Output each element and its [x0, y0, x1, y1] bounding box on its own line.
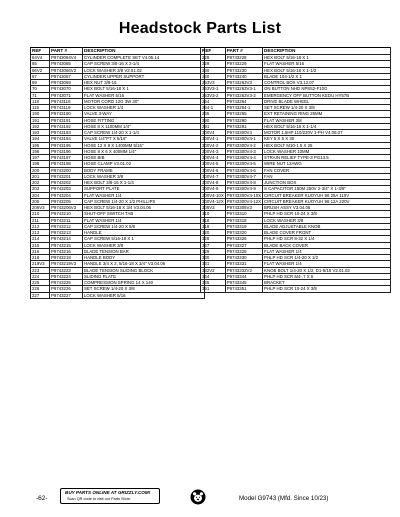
ref-cell: 229: [201, 61, 226, 67]
ref-cell: 216: [31, 248, 50, 254]
description-cell: FLAT WASHER 1/4: [83, 217, 205, 223]
part-number-cell: P9743201: [50, 173, 83, 179]
description-cell: LOCK WASHER 5/16: [83, 292, 205, 298]
description-cell: CAP SCREW 1/4-20 X 1-1/4: [83, 130, 205, 136]
part-number-cell: P9743300V4-8: [225, 180, 262, 186]
ref-cell: 219V3: [31, 261, 50, 267]
description-cell: FLAT WASHER 1/4: [83, 192, 205, 198]
part-number-cell: P9743331: [225, 261, 262, 267]
description-cell: JUNCTION BOX: [263, 180, 391, 186]
description-cell: SET SCREW 1/4-20 X 3/8: [83, 286, 205, 292]
ref-cell: 351: [201, 286, 226, 292]
description-cell: BLADE TENSION SLIDING BLOCK: [83, 267, 205, 273]
part-number-cell: P9743192: [50, 123, 83, 129]
part-number-cell: P9743300V4-5: [225, 161, 262, 167]
part-number-cell: P9743215: [50, 242, 83, 248]
parts-table-right: [200, 47, 391, 293]
description-cell: STRAIN RELIEF TYPE-3 PG13.5: [263, 155, 391, 161]
description-cell: BODY FRAME: [83, 167, 205, 173]
ref-cell: 118: [31, 98, 50, 104]
description-cell: SLIDING PLATE: [83, 273, 205, 279]
part-number-cell: P9743300V4-4: [225, 155, 262, 161]
parts-store-promo[interactable]: [60, 488, 160, 504]
part-number-cell: P9743300V4-3: [225, 148, 262, 154]
part-number-cell: P9743300V4-12X: [226, 198, 262, 204]
col-header-ref: REF: [31, 48, 50, 55]
part-number-cell: P9743069: [50, 80, 83, 86]
ref-cell: 265: [201, 111, 226, 117]
description-cell: PHLP HD SCR 8-32 X 1/4: [263, 236, 391, 242]
description-cell: HEX BOLT 5/16-18 X 1-1/2: [263, 67, 391, 73]
ref-cell: 225: [31, 280, 50, 286]
description-cell: ON BUTTON NHD NP8S2-F10G: [263, 86, 391, 92]
description-cell: HOSE FITTING: [83, 117, 205, 123]
description-cell: SHUT-OFF SWITCH TAB: [83, 211, 205, 217]
part-number-cell: P9743223: [50, 267, 83, 273]
ref-cell: 192: [31, 123, 50, 129]
part-number-cell: P9743203: [50, 186, 83, 192]
ref-cell: 263V3: [201, 80, 226, 86]
ref-cell: 291: [201, 123, 226, 129]
ref-cell: 330: [201, 255, 226, 261]
ref-cell: 300V4-1: [201, 136, 226, 142]
description-cell: BRACKET: [263, 280, 391, 286]
description-cell: CAP SCREW 3/8-16 X 2-1/4: [83, 61, 205, 67]
part-number-cell: P9743351: [225, 286, 262, 292]
description-cell: BLADE COVER FRONT: [263, 230, 391, 236]
part-number-cell: P9743065: [50, 61, 83, 67]
part-number-cell: P9743344: [225, 273, 262, 279]
ref-cell: 214: [31, 236, 50, 242]
ref-cell: 190: [31, 111, 50, 117]
ref-cell: 194: [31, 136, 50, 142]
part-number-cell: P9743214: [50, 236, 83, 242]
part-number-cell: P9743202: [50, 180, 83, 186]
ref-cell: 203: [31, 186, 50, 192]
description-cell: FLAT WASHER 1/4: [263, 248, 391, 254]
description-cell: FAN: [263, 173, 391, 179]
ref-cell: 230: [201, 67, 226, 73]
ref-cell: 197: [31, 155, 50, 161]
part-number-cell: P9743306V3: [225, 205, 262, 211]
part-number-cell: P9743064V4: [50, 55, 83, 61]
part-number-cell: P9743300V4-6: [225, 167, 262, 173]
ref-cell: 326: [201, 236, 226, 242]
description-cell: CAP SCREW 1/4-20 X 5/8: [83, 223, 205, 229]
description-cell: HEX BOLT M10-1.5 X 25: [263, 142, 391, 148]
part-number-cell: P9743190: [50, 111, 83, 117]
ref-cell: 300V4-7: [201, 173, 226, 179]
part-number-cell: P9743264: [225, 98, 262, 104]
ref-cell: 65: [31, 61, 50, 67]
description-cell: WIRE NUT 12AWG: [263, 161, 391, 167]
ref-cell: 300V4-5: [201, 161, 226, 167]
part-number-cell: P9743206V3: [50, 205, 83, 211]
description-cell: EMERGENCY OFF BUTTON KEDU HY57B: [263, 92, 391, 98]
ref-cell: 64V4: [31, 55, 50, 61]
ref-cell: 193: [31, 130, 50, 136]
ref-cell: 300V4-2: [201, 142, 226, 148]
description-cell: DRIVE BLADE WHEEL: [263, 98, 391, 104]
part-number-cell: P9743226: [50, 286, 83, 292]
part-number-cell: P9743329: [225, 248, 262, 254]
page-footer: [0, 487, 400, 513]
description-cell: CONTROL BOX V3.12.07: [263, 80, 391, 86]
ref-cell: 66V2: [31, 67, 50, 73]
part-number-cell: P9743300V4-2: [225, 142, 262, 148]
part-number-cell: P9743230: [225, 67, 262, 73]
description-cell: SUPPORT PLATE: [83, 186, 205, 192]
ref-cell: 213: [31, 230, 50, 236]
parts-table-right-body: [201, 55, 391, 293]
description-cell: HANDLE BODY: [83, 255, 205, 261]
description-cell: LOCK WASHER 10MM: [263, 148, 391, 154]
ref-cell: 345: [201, 280, 226, 286]
description-cell: KEY 5 X 5 X 30: [263, 136, 391, 142]
ref-cell: 119: [31, 105, 50, 111]
description-cell: FAN COVER: [263, 167, 391, 173]
part-number-cell: P9743070: [50, 86, 83, 92]
col-header-part: PART #: [50, 48, 83, 55]
part-number-cell: P9743219V3: [50, 261, 83, 267]
ref-cell: 224: [31, 273, 50, 279]
ref-cell: 300V4: [201, 130, 226, 136]
description-cell: CIRCUIT BREAKER KUOYUH 98 25A 110V: [263, 192, 391, 198]
part-number-cell: P9743228: [225, 55, 262, 61]
page-number: -62-: [36, 495, 48, 502]
part-number-cell: P9743300V4-7: [225, 173, 262, 179]
description-cell: EXT RETAINING RING 25MM: [263, 111, 391, 117]
description-cell: FLAT WASHER 5/16: [263, 61, 391, 67]
ref-cell: 218: [31, 255, 50, 261]
part-number-cell: P9743345: [225, 280, 262, 286]
ref-cell: 191: [31, 117, 50, 123]
part-number-cell: P9743300V4: [225, 130, 262, 136]
ref-cell: 205: [31, 198, 50, 204]
description-cell: HEX BOLT 5/16-18 X 1: [263, 55, 391, 61]
description-cell: VALVE 1/4"PT X 5/16": [83, 136, 205, 142]
ref-cell: 320: [201, 230, 226, 236]
parts-table-left-body: [31, 55, 205, 299]
description-cell: MOTOR 1.5HP 110/220V 1-PH V4.08.07: [263, 130, 391, 136]
part-number-cell: P9743119: [50, 105, 83, 111]
ref-cell: 240: [201, 73, 226, 79]
ref-cell: 300V4-4: [201, 155, 226, 161]
part-number-cell: P9743229: [225, 61, 262, 67]
ref-cell: 290: [201, 117, 226, 123]
ref-cell: 70: [31, 86, 50, 92]
ref-cell: 223: [31, 267, 50, 273]
ref-cell: 300V4-3: [201, 148, 226, 154]
ref-cell: 71: [31, 92, 50, 98]
ref-cell: 227: [31, 292, 50, 298]
description-cell: FLAT WASHER 1/4: [263, 261, 391, 267]
part-number-cell: P9743332V2: [225, 267, 262, 273]
col-header-ref: REF: [201, 48, 226, 55]
description-cell: HOSE CLAMP V3.01.02: [83, 161, 205, 167]
description-cell: KNOB BOLT 1/4-20 X 1/2, D1-5/16 V2.01.02: [263, 267, 391, 273]
description-cell: COMPRESSION SPRING 14 X 140: [83, 280, 205, 286]
ref-cell: 263V3-1: [201, 86, 226, 92]
ref-cell: 196: [31, 148, 50, 154]
part-number-cell: P9743326: [225, 236, 262, 242]
ref-cell: 69: [31, 80, 50, 86]
part-number-cell: P9743318: [225, 217, 262, 223]
ref-cell: 263V3-2: [201, 92, 226, 98]
part-number-cell: P9743300V4-10X: [226, 192, 262, 198]
ref-cell: 264-1: [201, 105, 226, 111]
description-cell: LOCK WASHER 3/8: [83, 173, 205, 179]
description-cell: CYLINDER COMPLETE SET V4.05.14: [83, 55, 205, 61]
description-cell: PHLP HD SCR 10-24 X 3/8: [263, 286, 391, 292]
ref-cell: 200: [31, 167, 50, 173]
part-number-cell: P9743193: [50, 130, 83, 136]
description-cell: HEX BOLT 3/8-16 X 1-1/4: [83, 180, 205, 186]
ref-cell: 306V3: [201, 205, 226, 211]
part-number-cell: P9743067: [50, 73, 83, 79]
part-number-cell: P9743198: [50, 161, 83, 167]
ref-cell: 198: [31, 161, 50, 167]
part-number-cell: P9743225: [50, 280, 83, 286]
part-number-cell: P9743319: [225, 223, 262, 229]
description-cell: BLADE TENSION BAR: [83, 248, 205, 254]
description-cell: SET SCREW 1/4-20 X 3/8: [263, 105, 391, 111]
part-number-cell: P9743263V3-1: [225, 86, 262, 92]
ref-cell: 331: [201, 261, 226, 267]
description-cell: HOSE 8 X 1100MM 1/4": [83, 123, 205, 129]
ref-cell: 202: [31, 180, 50, 186]
description-cell: PHLP HD SCR M4-.7 X 6: [263, 273, 391, 279]
part-number-cell: P9743197: [50, 155, 83, 161]
col-header-description: DESCRIPTION: [263, 48, 391, 55]
description-cell: BRUSH ASSY V3.04.06: [263, 205, 391, 211]
part-number-cell: P9743066V2: [50, 67, 83, 73]
ref-cell: 67: [31, 73, 50, 79]
ref-cell: 201: [31, 173, 50, 179]
ref-cell: 319: [201, 223, 226, 229]
ref-cell: 211: [31, 217, 50, 223]
ref-cell: 300V4-8: [201, 180, 226, 186]
part-number-cell: P9743265: [225, 111, 262, 117]
description-cell: LOCK WASHER 3/8: [83, 242, 205, 248]
table-header-row: [201, 48, 391, 55]
description-cell: LOCK WASHER 3/8 V2.01.02: [83, 67, 205, 73]
ref-cell: 332V2: [201, 267, 226, 273]
description-cell: HOSE BIB: [83, 155, 205, 161]
description-cell: BLADE ADJUSTABLE KNOB: [263, 223, 391, 229]
ref-cell: 215: [31, 242, 50, 248]
description-cell: HEX NUT 3/8-16: [83, 80, 205, 86]
ref-cell: 212: [31, 223, 50, 229]
part-number-cell: P9743310: [225, 211, 262, 217]
description-cell: S CAPACITOR 150M 250V 2-3/4" X 1-3/8": [263, 186, 391, 192]
description-cell: FLAT WASHER 5/16: [83, 92, 205, 98]
ref-cell: 327: [201, 242, 226, 248]
description-cell: HEX BOLT 5/16-18 X 1: [83, 86, 205, 92]
ref-cell: 204: [31, 192, 50, 198]
part-number-cell: P9743320: [225, 230, 262, 236]
description-cell: PHLP HD SCR 10-24 X 3/8: [263, 211, 391, 217]
part-number-cell: P9743300V4-9: [225, 186, 262, 192]
part-number-cell: P9743327: [225, 242, 262, 248]
description-cell: HEX BOLT 5/16-18 X 3/4 V3.04.06: [83, 205, 205, 211]
description-cell: BLADE 104-1/2 X 1: [263, 73, 391, 79]
ref-cell: 195: [31, 142, 50, 148]
part-number-cell: P9743213: [50, 230, 83, 236]
part-number-cell: P9743240: [225, 73, 262, 79]
part-number-cell: P9743191: [50, 117, 83, 123]
table-row: [31, 292, 205, 298]
col-header-part: PART #: [225, 48, 262, 55]
part-number-cell: P9743224: [50, 273, 83, 279]
model-label: Model G9743 (Mfd. Since 10/23): [239, 495, 329, 502]
grizzly-bear-logo-icon: [190, 489, 206, 505]
promo-subtext: Scan QR code to visit our Parts Store.: [67, 497, 132, 501]
part-number-cell: P9743330: [225, 255, 262, 261]
page-title: Headstock Parts List: [118, 20, 282, 37]
ref-cell: 210: [31, 211, 50, 217]
part-number-cell: P9743200: [50, 167, 83, 173]
description-cell: CAP SCREW 1/4-20 X 1/2 PHILLIPS: [83, 198, 205, 204]
description-cell: CAP SCREW 5/16-18 X 1: [83, 236, 205, 242]
part-number-cell: P9743218: [50, 255, 83, 261]
ref-cell: 329: [201, 248, 226, 254]
description-cell: HEX BOLT 5/16-18 X 1-1/4: [263, 123, 391, 129]
table-header-row: [31, 48, 205, 55]
description-cell: CYLINDER UPPER SUPPORT: [83, 73, 205, 79]
description-cell: HOSE 12 X 8 X 1400MM 5/16": [83, 142, 205, 148]
ref-cell: 226: [31, 286, 50, 292]
ref-cell: 300V4-9: [201, 186, 226, 192]
description-cell: FLAT WASHER 3/8: [263, 117, 391, 123]
description-cell: LOCK WASHER 1/4: [83, 105, 205, 111]
description-cell: LOCK WASHER 3/8: [263, 217, 391, 223]
part-number-cell: P9743291: [225, 123, 262, 129]
col-header-description: DESCRIPTION: [83, 48, 205, 55]
description-cell: VALVE 3-WAY: [83, 111, 205, 117]
description-cell: CIRCUIT BREAKER KUOYUH 98 12A 220V: [263, 198, 391, 204]
parts-table-left: [30, 47, 205, 299]
description-cell: MOTOR CORD 12G 3W 30": [83, 98, 205, 104]
ref-cell: 318: [201, 217, 226, 223]
description-cell: PHLP HD SCR 1/4-20 X 1/2: [263, 255, 391, 261]
part-number-cell: P9743194: [50, 136, 83, 142]
part-number-cell: P9743300V4-1: [225, 136, 262, 142]
ref-cell: 300V4-10X: [202, 192, 224, 198]
part-number-cell: P9743195: [50, 142, 83, 148]
description-cell: HOSE 8 X 6 X 400MM 1/4": [83, 148, 205, 154]
part-number-cell: P9743263V3-2: [225, 92, 262, 98]
ref-cell: 344: [201, 273, 226, 279]
part-number-cell: P9743290: [225, 117, 262, 123]
part-number-cell: P9743118: [50, 98, 83, 104]
ref-cell: 300V4-6: [201, 167, 226, 173]
part-number-cell: P9743216: [50, 248, 83, 254]
part-number-cell: P9743264-1: [225, 105, 262, 111]
part-number-cell: P9743263V3: [225, 80, 262, 86]
ref-cell: 310: [201, 211, 226, 217]
part-number-cell: P9743210: [50, 211, 83, 217]
part-number-cell: P9743227: [50, 292, 83, 298]
ref-cell: 228: [201, 55, 226, 61]
part-number-cell: P9743205: [50, 198, 83, 204]
description-cell: BLADE BACK COVER: [263, 242, 391, 248]
ref-cell: 300V4-12X: [202, 198, 224, 204]
part-number-cell: P9743212: [50, 223, 83, 229]
table-row: [201, 286, 391, 292]
part-number-cell: P9743196: [50, 148, 83, 154]
description-cell: HANDLE: [83, 230, 205, 236]
ref-cell: 206V3: [31, 205, 50, 211]
part-number-cell: P9743071: [50, 92, 83, 98]
promo-headline: BUY PARTS ONLINE AT GRIZZLY.COM!: [65, 490, 151, 495]
part-number-cell: P9743204: [50, 192, 83, 198]
ref-cell: 264: [201, 98, 226, 104]
part-number-cell: P9743211: [50, 217, 83, 223]
description-cell: HANDLE 3/4 X 2, 5/16-18 X 3/4" V3.04.06: [83, 261, 205, 267]
